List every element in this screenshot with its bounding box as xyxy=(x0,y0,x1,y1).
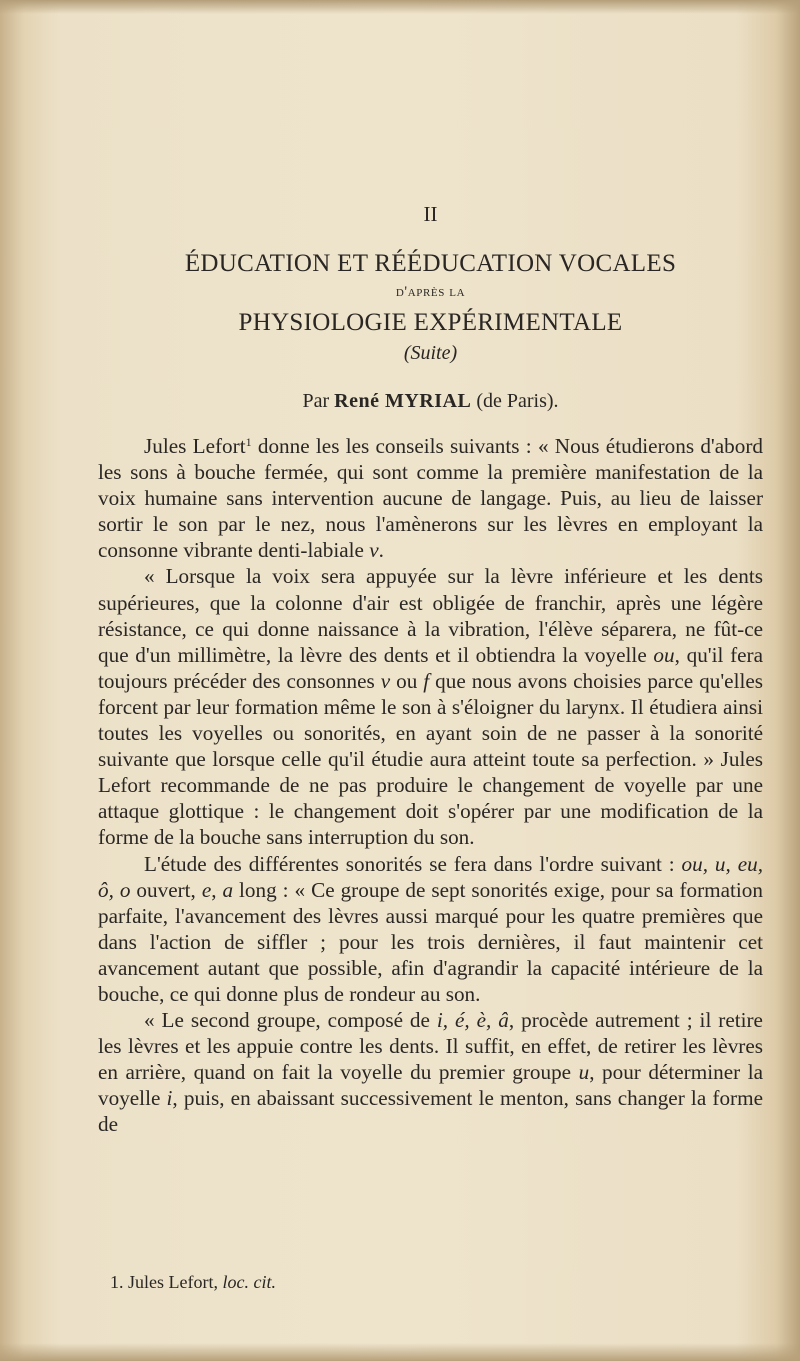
p2-italic-ou: ou xyxy=(653,642,675,667)
article-body xyxy=(98,433,763,1138)
p2-italic-f: f xyxy=(423,668,430,693)
p1-lead: Jules Lefort xyxy=(144,434,246,458)
p1-text: donne les les conseils suivants : « Nous étudierons d'abord les sons à bouche fermée, qui sont comme la première manifestation de la voix humaine sans intervention aucune de langage. Puis, au lieu de laisser sortir le son par le nez, nous l'amènerons sur les lèvres en employant la consonne vibrante denti-labiale xyxy=(98,434,763,563)
title-line-3: PHYSIOLOGIE EXPÉRIMENTALE xyxy=(238,309,623,336)
footnote-number: 1. xyxy=(110,1272,124,1292)
paragraph-2 xyxy=(98,563,763,850)
byline-prefix: Par xyxy=(302,390,330,412)
byline xyxy=(98,390,763,413)
paragraph-1 xyxy=(98,433,763,563)
p4-b: , procède autrement ; il retire les lèvres et les appuie contre les dents. Il suffit, en effet, de retirer les lèvres en arrière, quand on fait la voyelle du premier groupe xyxy=(98,1008,763,1085)
footnote-ref: 1 xyxy=(245,435,252,449)
paragraph-4 xyxy=(98,1007,763,1137)
p2-italic-v: v xyxy=(380,668,391,693)
p4-d: , puis, en abaissant successivement le menton, sans changer la forme de xyxy=(98,1086,763,1137)
author-name: René MYRIAL xyxy=(334,390,472,412)
byline-suffix: (de Paris). xyxy=(476,390,559,412)
p1-italic-v: v xyxy=(369,538,379,563)
p1-end: . xyxy=(378,538,384,563)
p4-a: « Le second groupe, composé de xyxy=(144,1008,437,1033)
p2-c: ou xyxy=(390,668,424,693)
p2-b: , qu'il fera toujours précéder des consonnes xyxy=(98,642,763,693)
p3-d: long : « Ce groupe de sept sonorités exige, pour sa formation parfaite, l'avancement des lèvres aussi marqué pour les quatre premières que dans l'action de siffler ; pour les trois dernières, il faut maintenir cet avancement autant que possible, afin d'agrandir la capacité intérieure de la bouche, ce qui donne plus de rondeur au son. xyxy=(98,877,763,1006)
p4-italic-u: u xyxy=(578,1060,590,1085)
p4-italic-i: i xyxy=(166,1086,173,1111)
footnote-text: Jules Lefort, xyxy=(128,1272,218,1292)
p3-b: ouvert, xyxy=(130,877,202,902)
p4-italic-vowels: i, é, è, â xyxy=(436,1008,509,1033)
p3-italic-vowels: ou, u, eu, ô, o xyxy=(98,851,764,902)
footnote xyxy=(98,1272,763,1293)
p3-italic-a: a xyxy=(222,877,234,902)
chapter-numeral: II xyxy=(423,202,438,226)
p2-a: « Lorsque la voix sera appuyée sur la lèvre inférieure et les dents supérieures, que la colonne d'air est obligée de franchir, après une légère résistance, ce qui donne naissance à la vibration, l'élève séparera, ne fût-ce que d'un millimètre, la lèvre des dents et il obtiendra la voyelle xyxy=(98,564,763,667)
p3-c: , xyxy=(211,877,223,902)
p3-a: L'étude des différentes sonorités se fera dans l'ordre suivant : xyxy=(144,851,682,876)
paragraph-3 xyxy=(98,851,763,1008)
p4-c: , pour déterminer la voyelle xyxy=(98,1060,763,1111)
p3-italic-e: e xyxy=(201,877,212,902)
title-line-1: ÉDUCATION ET RÉÉDUCATION VOCALES xyxy=(184,250,677,277)
footnote-citation: loc. cit. xyxy=(222,1272,276,1292)
title-continuation: (Suite) xyxy=(403,342,458,364)
p2-d: que nous avons choisies parce qu'elles forcent par leur formation même le son à s'éloigner du larynx. Il étudiera ainsi toutes les voyelles ou sonorités, en ayant soin de ne passer à la sonorité suivante que lorsque celle qu'il étudie aura atteint toute sa perfection. » Jules Lefort recommande de ne pas produire le changement de voyelle par une attaque glottique : le changement doit s'opérer par une modification de la forme de la bouche sans interruption du son. xyxy=(98,668,763,850)
title-line-2: d'après la xyxy=(395,284,466,300)
